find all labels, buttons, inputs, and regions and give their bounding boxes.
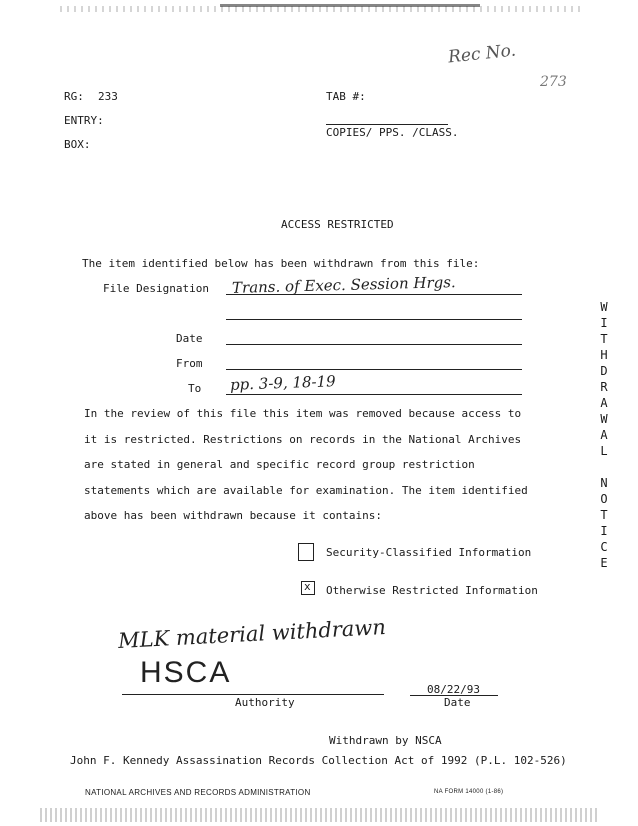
security-classified-checkbox[interactable] (298, 543, 314, 561)
file-designation-label: File Designation (103, 282, 209, 295)
copies-line: COPIES/ PPS. /CLASS. (326, 126, 459, 139)
tab-label: TAB #: (326, 90, 366, 103)
act-line: John F. Kennedy Assassination Records Collection Act of 1992 (P.L. 102-526) (70, 754, 567, 767)
withdrawn-by: Withdrawn by NSCA (329, 734, 442, 747)
number-handwritten: 273 (540, 74, 567, 90)
otherwise-restricted-checkbox[interactable] (301, 581, 315, 595)
scan-noise-bottom (40, 808, 600, 822)
copies-rule (326, 124, 448, 125)
date-rule (226, 344, 522, 345)
file-designation-rule-2 (226, 319, 522, 320)
footer-agency: NATIONAL ARCHIVES AND RECORDS ADMINISTRATION (85, 788, 311, 797)
entry-label: ENTRY: (64, 114, 104, 127)
checkbox-mark: x (304, 580, 311, 593)
to-label: To (188, 382, 202, 395)
footer-form-number: NA FORM 14000 (1-86) (434, 789, 504, 795)
scan-noise-top-bar (220, 4, 480, 7)
rg-label: RG: (64, 90, 84, 103)
rec-no-handwritten: Rec No. (447, 40, 517, 68)
authority-label: Authority (235, 696, 295, 709)
from-label: From (176, 357, 203, 370)
rg-value: 233 (98, 90, 118, 103)
date-value: 08/22/93 (427, 683, 480, 696)
date-value-label: Date (444, 696, 471, 709)
date-label: Date (176, 332, 203, 345)
file-designation-value: Trans. of Exec. Session Hrgs. (231, 273, 456, 297)
intro-text: The item identified below has been withdrawn from this file: (82, 257, 480, 270)
handwritten-note: MLK material withdrawn (117, 615, 387, 653)
from-rule (226, 369, 522, 370)
authority-rule (122, 694, 384, 695)
authority-value: HSCA (140, 656, 232, 689)
page-title: ACCESS RESTRICTED (281, 218, 394, 231)
to-value: pp. 3-9, 18-19 (229, 372, 336, 394)
body-paragraph: In the review of this file this item was removed because access to it is restricted. Restrictions on records in the National Archives are stated in general and specific record group restriction statements which are available for examination. The item identified above has been withdrawn because it contains: (84, 407, 528, 522)
security-classified-label: Security-Classified Information (326, 546, 532, 559)
otherwise-restricted-label: Otherwise Restricted Information (326, 584, 538, 597)
file-designation-rule (226, 294, 522, 295)
box-label: BOX: (64, 138, 91, 151)
to-rule (226, 394, 522, 395)
withdrawal-notice-side-title: WITHDRAWAL NOTICE (597, 300, 611, 572)
